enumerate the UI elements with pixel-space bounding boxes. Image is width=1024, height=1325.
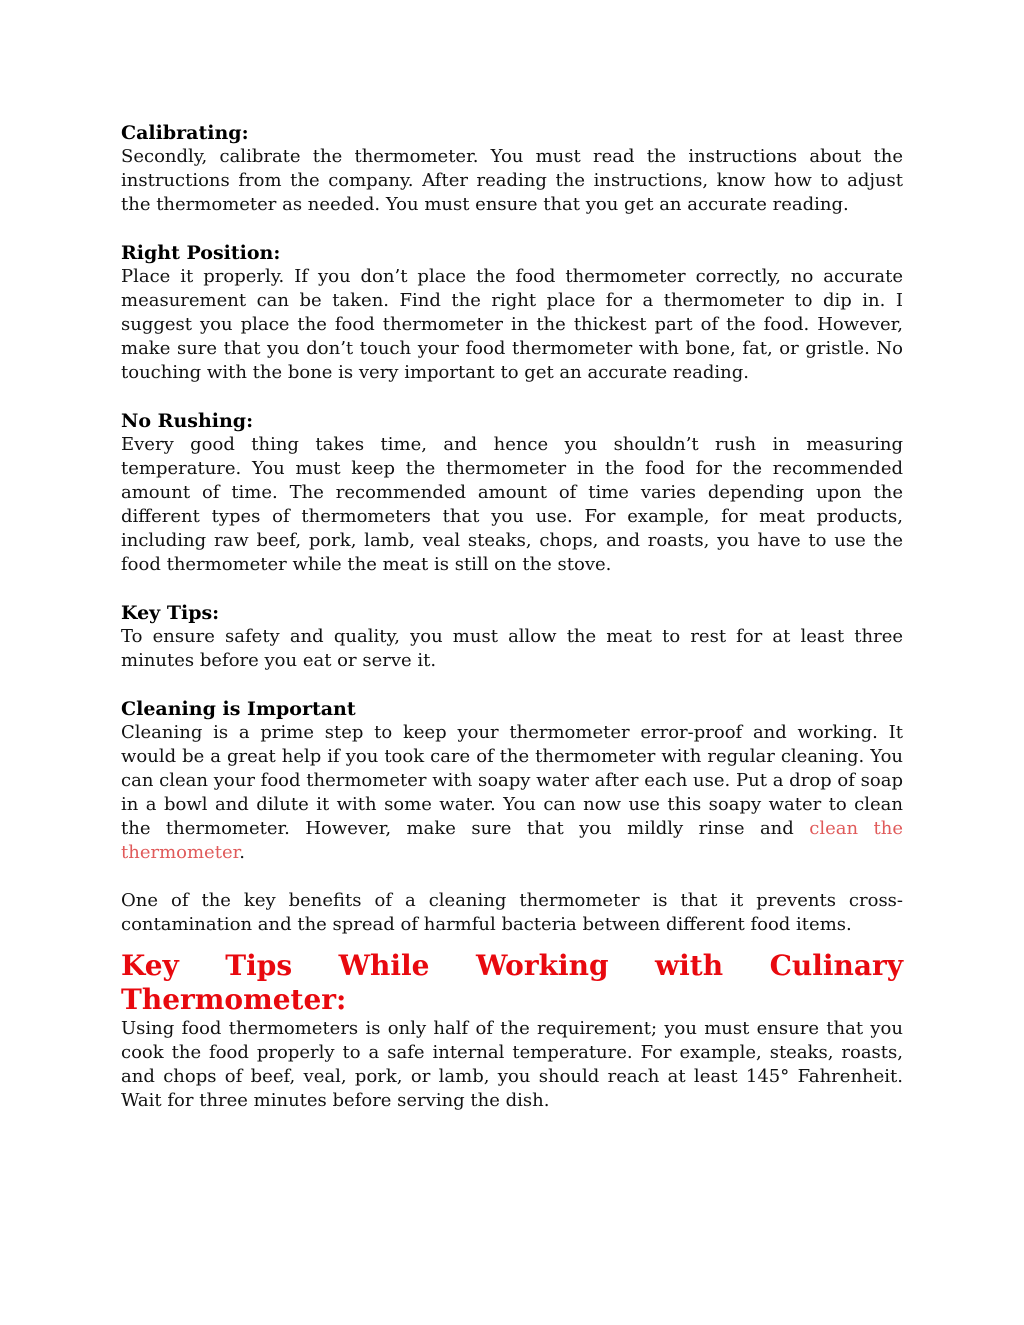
section-key-tips [121, 601, 903, 673]
section-heading: Key Tips: [121, 602, 220, 624]
section-body: Using food thermometers is only half of the requirement; you must ensure that you cook the food properly to a safe internal temperature. For example, steaks, roasts, and chops of beef, veal, pork, or lamb, you should reach at least 145° Fahrenheit. Wait for three minutes before serving the dish. [121, 1018, 903, 1111]
section-right-position [121, 241, 903, 385]
section-calibrating [121, 121, 903, 217]
section-heading: Cleaning is Important [121, 698, 356, 720]
clean-thermometer-link[interactable]: clean the thermometer [121, 818, 903, 863]
section-heading: Calibrating: [121, 122, 249, 144]
document-page [121, 121, 903, 1137]
section-heading: Right Position: [121, 242, 281, 264]
section-culinary-tips [121, 949, 903, 1113]
body-text: Cleaning is a prime step to keep your thermometer error-proof and working. It would be a great help if you took care of the thermometer with regular cleaning. You can clean your food thermometer with soapy water after each use. Put a drop of soap in a bowl and dilute it with some water. You can now use this soapy water to clean the thermometer. However, make sure that you mildly rinse and [121, 722, 903, 839]
section-no-rushing [121, 409, 903, 577]
culinary-heading [121, 949, 903, 1017]
section-body: One of the key benefits of a cleaning thermometer is that it prevents cross-contamination and the spread of harmful bacteria between different food items. [121, 890, 903, 935]
section-body: Secondly, calibrate the thermometer. You must read the instructions about the instructions from the company. After reading the instructions, know how to adjust the thermometer as needed. You must ensure that you get an accurate reading. [121, 146, 903, 215]
section-heading: No Rushing: [121, 410, 254, 432]
section-body [121, 721, 903, 865]
culinary-heading-line2: Thermometer: [121, 983, 347, 1016]
section-cleaning [121, 697, 903, 865]
body-text-end: . [239, 842, 245, 863]
section-body: Place it properly. If you don’t place the food thermometer correctly, no accurate measurement can be taken. Find the right place for a thermometer to dip in. I suggest you place the food thermometer in the thickest part of the food. However, make sure that you don’t touch your food thermometer with bone, fat, or gristle. No touching with the bone is very important to get an accurate reading. [121, 266, 903, 383]
section-body: To ensure safety and quality, you must allow the meat to rest for at least three minutes before you eat or serve it. [121, 626, 903, 671]
section-body: Every good thing takes time, and hence you shouldn’t rush in measuring temperature. You must keep the thermometer in the food for the recommended amount of time. The recommended amount of time varies depending upon the different types of thermometers that you use. For example, for meat products, including raw beef, pork, lamb, veal steaks, chops, and roasts, you have to use the food thermometer while the meat is still on the stove. [121, 434, 903, 575]
section-cleaning-benefits [121, 889, 903, 937]
culinary-heading-line1: Key Tips While Working with Culinary [121, 949, 903, 982]
